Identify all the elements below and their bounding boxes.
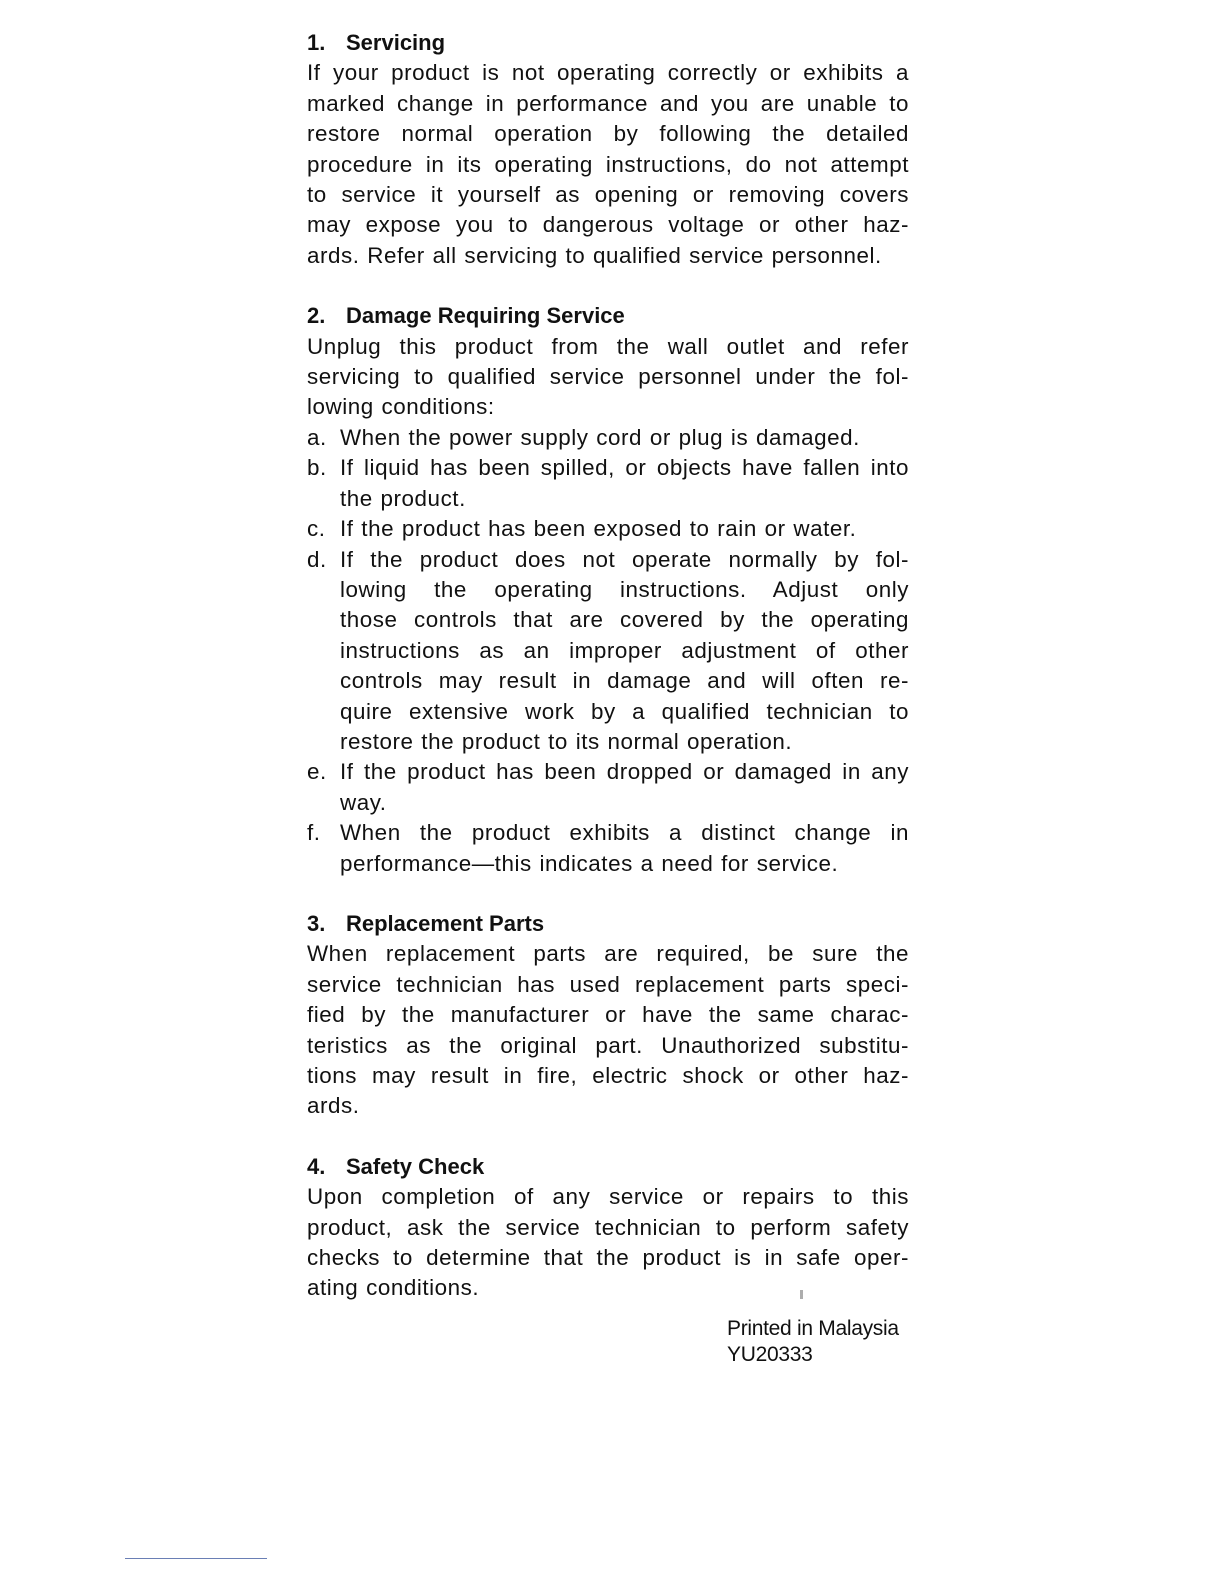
section-number: 1.	[307, 30, 326, 55]
list-marker: d.	[307, 546, 327, 572]
section-damage-requiring-service	[307, 301, 909, 879]
item-line: way.	[340, 789, 387, 815]
printed-in-label: Printed in Malaysia	[727, 1317, 899, 1340]
body-line: Upon completion of any service or repairs to this	[307, 1184, 909, 1210]
list-item-text	[340, 514, 909, 544]
item-line: If the product has been dropped or damaged in any	[340, 759, 909, 785]
list-marker: f.	[307, 820, 321, 846]
body-line: ating conditions.	[307, 1275, 480, 1301]
body-line: restore normal operation by following the detailed	[307, 121, 909, 147]
list-marker: c.	[307, 516, 326, 542]
item-line: instructions as an improper adjustment of other	[340, 637, 909, 663]
section-safety-check	[307, 1152, 909, 1304]
section-replacement-parts	[307, 909, 909, 1122]
list-item	[307, 818, 909, 879]
print-footer	[727, 1316, 899, 1368]
bottom-rule-divider	[125, 1558, 267, 1559]
list-item	[307, 757, 909, 818]
list-marker: b.	[307, 455, 327, 481]
item-line: quire extensive work by a qualified technician to	[340, 698, 909, 724]
section-servicing	[307, 28, 909, 271]
list-item	[307, 423, 909, 453]
item-line: When the product exhibits a distinct change in	[340, 820, 909, 846]
section-body	[307, 332, 909, 423]
item-line: If liquid has been spilled, or objects have fallen into	[340, 455, 909, 481]
body-line: checks to determine that the product is in safe oper-	[307, 1245, 909, 1271]
section-title: Damage Requiring Service	[346, 303, 625, 329]
body-line: tions may result in fire, electric shock or other haz-	[307, 1063, 909, 1088]
list-marker: a.	[307, 424, 327, 450]
body-line: procedure in its operating instructions, do not attempt	[307, 151, 909, 177]
body-line: When replacement parts are required, be sure the	[307, 941, 909, 967]
body-line: marked change in performance and you are unable to	[307, 90, 909, 116]
section-title: Safety Check	[346, 1153, 485, 1179]
body-line: If your product is not operating correctly or exhibits a	[307, 60, 909, 86]
section-heading	[307, 28, 909, 58]
section-number: 2.	[307, 303, 326, 329]
section-body	[307, 1182, 909, 1304]
list-item-text	[340, 757, 909, 818]
body-line: may expose you to dangerous voltage or other haz-	[307, 212, 909, 238]
section-heading	[307, 1152, 909, 1182]
document-page	[307, 28, 909, 1334]
body-line: teristics as the original part. Unauthorized substitu-	[307, 1032, 909, 1058]
body-line: ards.	[307, 1093, 360, 1119]
list-item	[307, 545, 909, 758]
body-line: lowing conditions:	[307, 394, 495, 420]
section-title: Replacement Parts	[346, 910, 545, 936]
list-marker: e.	[307, 759, 327, 785]
body-line: fied by the manufacturer or have the same charac-	[307, 1002, 909, 1028]
item-line: performance—this indicates a need for service.	[340, 850, 839, 876]
item-line: lowing the operating instructions. Adjust only	[340, 576, 909, 602]
item-line: If the product does not operate normally by fol-	[340, 546, 909, 572]
section-heading	[307, 301, 909, 331]
list-item	[307, 453, 909, 514]
body-line: service technician has used replacement parts speci-	[307, 971, 909, 997]
section-title: Servicing	[346, 30, 446, 55]
item-line: those controls that are covered by the operating	[340, 607, 909, 633]
item-line: If the product has been exposed to rain or water.	[340, 516, 857, 542]
body-line: to service it yourself as opening or removing covers	[307, 182, 909, 208]
list-item-text	[340, 453, 909, 514]
section-heading	[307, 909, 909, 939]
print-speck	[800, 1290, 803, 1299]
list-item	[307, 514, 909, 544]
item-line: controls may result in damage and will often re-	[340, 668, 909, 694]
list-item-text	[340, 545, 909, 758]
item-line: restore the product to its normal operation.	[340, 728, 793, 754]
document-code: YU20333	[727, 1343, 813, 1366]
body-line: servicing to qualified service personnel under the fol-	[307, 364, 909, 390]
list-item-text	[340, 423, 909, 453]
body-line: ards. Refer all servicing to qualified service personnel.	[307, 242, 882, 268]
body-line: Unplug this product from the wall outlet and refer	[307, 333, 909, 359]
body-line: product, ask the service technician to perform safety	[307, 1214, 909, 1240]
section-number: 3.	[307, 910, 326, 936]
item-line: the product.	[340, 485, 466, 511]
item-line: When the power supply cord or plug is damaged.	[340, 424, 860, 450]
section-body	[307, 58, 909, 271]
list-item-text	[340, 818, 909, 879]
section-number: 4.	[307, 1153, 326, 1179]
section-body	[307, 939, 909, 1121]
condition-list	[307, 423, 909, 879]
